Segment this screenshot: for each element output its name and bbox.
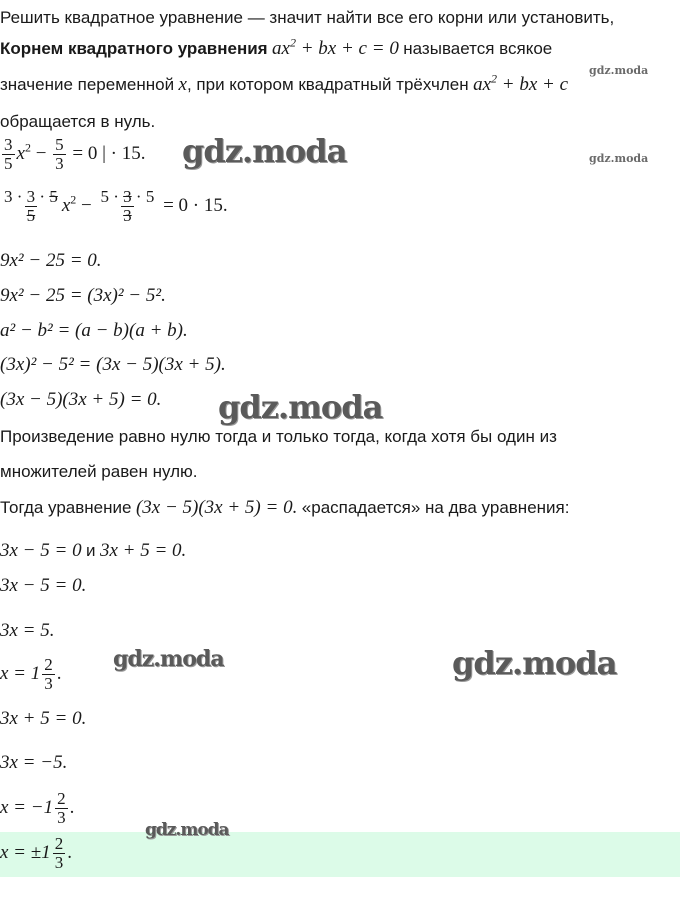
trinomial-expression: $ax^2$ + bx + c — [473, 71, 569, 95]
equation-9: 3x − 5 = 0. — [0, 575, 87, 596]
equation-8: 3x − 5 = 0 и 3x + 5 = 0. — [0, 540, 187, 561]
equation-11: x = 1 $\frac{2}{3}$ . — [0, 655, 62, 693]
definition-line — [0, 35, 553, 60]
watermark-large-3: gdz.moda — [452, 644, 617, 682]
paragraph-2: множителей равен нулю. — [0, 462, 198, 481]
trinomial-formula: $ax^2$ + bx + c = 0 — [272, 35, 399, 59]
watermark-large-1: gdz.moda — [182, 132, 347, 170]
watermark-small-2: gdz.moda — [589, 152, 649, 165]
watermark-small-1: gdz.moda — [589, 64, 649, 77]
equation-7: (3x − 5)(3x + 5) = 0. — [0, 389, 162, 410]
intro-line-4: обращается в нуль. — [0, 112, 156, 131]
definition-rest: называется всякое — [403, 39, 553, 58]
watermark-large-2: gdz.moda — [218, 388, 383, 426]
equation-5: a² − b² = (a − b)(a + b). — [0, 320, 188, 341]
paragraph-1: Произведение равно нулю тогда и только тогда, когда хотя бы один из — [0, 427, 557, 446]
watermark-medium-1: gdz.moda — [113, 646, 224, 672]
equation-4: 9x² − 25 = (3x)² − 5². — [0, 285, 166, 306]
paragraph-3: Тогда уравнение (3x − 5)(3x + 5) = 0. «распадается» на два уравнения: — [0, 497, 570, 518]
equation-15-answer: x = ±1 $\frac{2}{3}$ . — [0, 834, 72, 872]
watermark-medium-2: gdz.moda — [145, 820, 229, 840]
intro-line-1: Решить квадратное уравнение — значит найти все его корни или установить, — [0, 8, 615, 27]
equation-10: 3x = 5. — [0, 620, 55, 641]
intro-line-3: значение переменной x, при котором квадратный трёхчлен $ax^2$ + bx + c — [0, 71, 569, 95]
equation-1: $\frac{3}{5}$ $x^2$ − $\frac{5}{3}$ = 0 | · 15. — [4, 135, 146, 173]
equation-2: $\frac{3 \cdot 3 \cdot 5}{5}$ $x^2$ − $\frac{5 \cdot 3 \cdot 5}{3}$ = 0 · 15. — [4, 187, 228, 225]
equation-3: 9x² − 25 = 0. — [0, 250, 102, 271]
equation-13: 3x = −5. — [0, 752, 68, 773]
definition-term: Корнем квадратного уравнения — [0, 39, 268, 58]
equation-6: (3x)² − 5² = (3x − 5)(3x + 5). — [0, 354, 226, 375]
answer-highlight — [0, 832, 680, 877]
equation-12: 3x + 5 = 0. — [0, 708, 87, 729]
equation-14: x = −1 $\frac{2}{3}$ . — [0, 789, 75, 827]
